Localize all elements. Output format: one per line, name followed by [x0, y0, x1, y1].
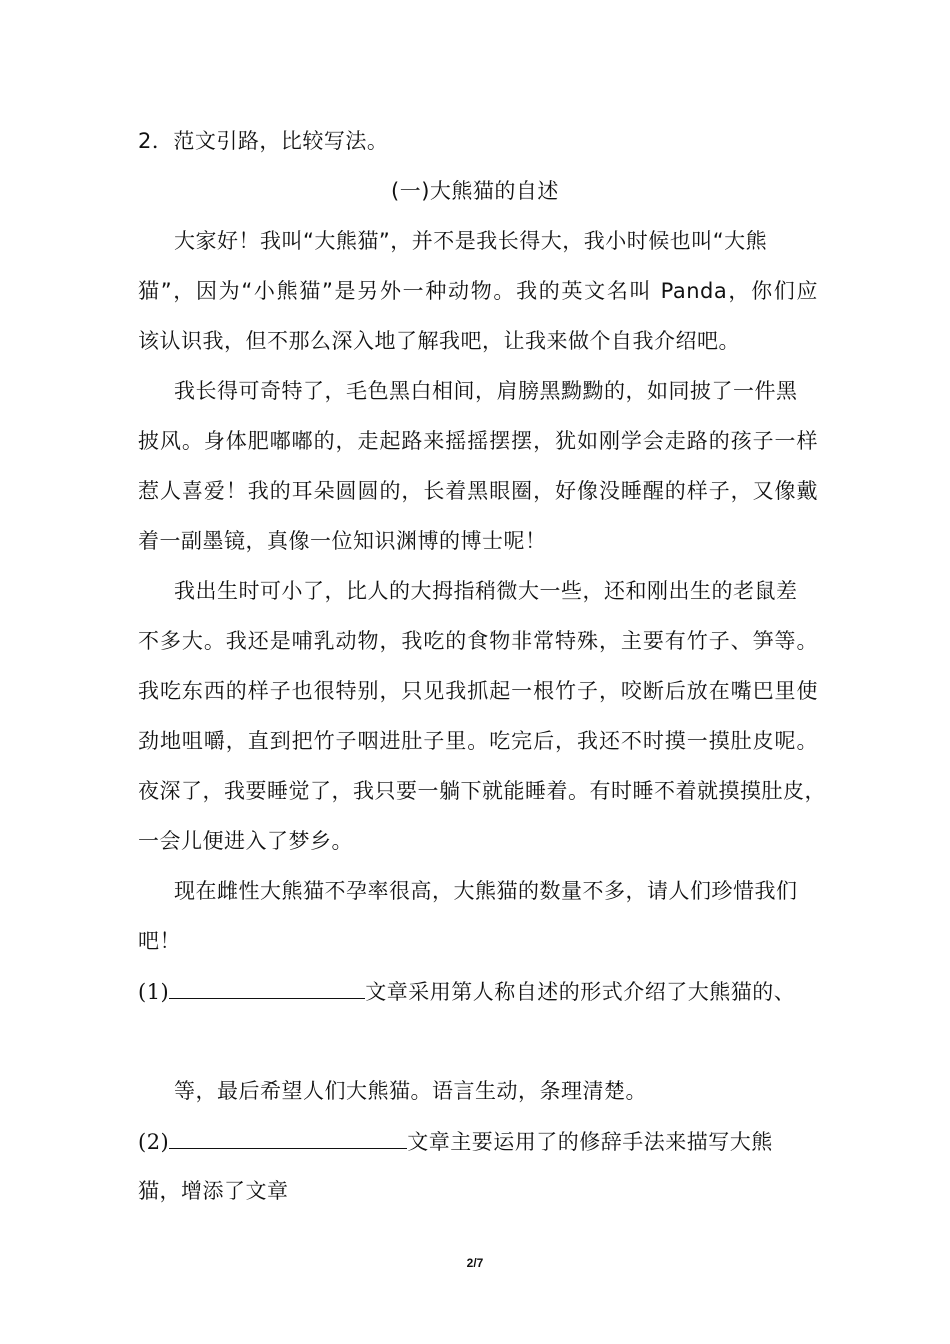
essay-line: 不多大。我还是哺乳动物，我吃的食物非常特殊，主要有竹子、笋等。 [138, 629, 818, 653]
essay-line: 夜深了，我要睡觉了，我只要一躺下就能睡着。有时睡不着就摸摸肚皮， [138, 779, 826, 803]
essay-line: 我出生时可小了，比人的大拇指稍微大一些，还和刚出生的老鼠差 [174, 579, 798, 603]
essay-line: 我长得可奇特了，毛色黑白相间，肩膀黑黝黝的，如同披了一件黑 [174, 379, 798, 403]
essay-line: 惹人喜爱！我的耳朵圆圆的，长着黑眼圈，好像没睡醒的样子，又像戴 [138, 479, 818, 503]
essay-line: 大家好！我叫“大熊猫”，并不是我长得大，我小时候也叫“大熊 [174, 229, 768, 253]
essay-line: 我吃东西的样子也很特别，只见我抓起一根竹子，咬断后放在嘴巴里使 [138, 679, 818, 703]
essay-line: 现在雌性大熊猫不孕率很高，大熊猫的数量不多，请人们珍惜我们 [174, 879, 798, 903]
item-number: (1) [138, 980, 170, 1004]
answer-blank[interactable] [169, 976, 365, 999]
question-item-1 [138, 976, 818, 1007]
essay-title: (一)大熊猫的自述 [391, 179, 559, 203]
question-label: 2．范文引路，比较写法。 [138, 129, 389, 153]
essay-line: 劲地咀嚼，直到把竹子咽进肚子里。吃完后，我还不时摸一摸肚皮呢。 [138, 729, 818, 753]
item-text: 文章主要运用了的修辞手法来描写大熊 [407, 1130, 773, 1154]
answer-blank[interactable] [169, 1126, 407, 1149]
essay-line: 该认识我，但不那么深入地了解我吧，让我来做个自我介绍吧。 [138, 329, 740, 353]
essay-line: 猫”，因为“小熊猫”是另外一种动物。我的英文名叫 Panda，你们应 [138, 279, 818, 303]
essay-line: 着一副墨镜，真像一位知识渊博的博士呢！ [138, 529, 547, 553]
essay-line: 一会儿便进入了梦乡。 [138, 829, 353, 853]
question-item-2 [138, 1126, 818, 1157]
question-item-1-continuation: 等，最后希望人们大熊猫。语言生动，条理清楚。 [174, 1079, 647, 1103]
page-number: 2/7 [466, 1256, 484, 1270]
item-text: 文章采用第人称自述的形式介绍了大熊猫的、 [365, 980, 796, 1004]
essay-line: 吧！ [138, 929, 181, 953]
essay-line: 披风。身体肥嘟嘟的，走起路来摇摇摆摆，犹如刚学会走路的孩子一样 [138, 429, 818, 453]
item-number: (2) [138, 1130, 170, 1154]
question-item-2-continuation: 猫，增添了文章 [138, 1179, 289, 1203]
